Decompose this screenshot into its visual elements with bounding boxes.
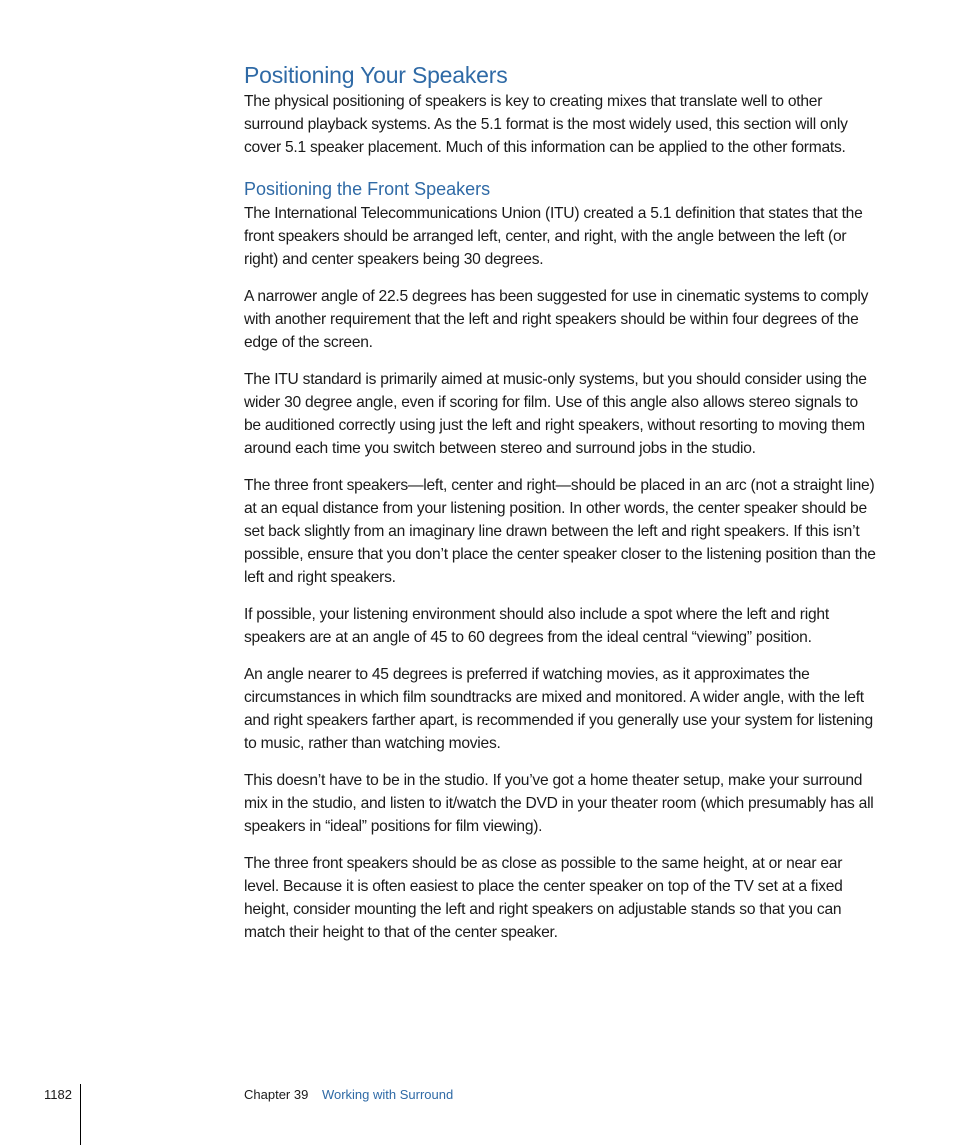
footer-divider <box>80 1084 81 1145</box>
page-number: 1182 <box>44 1087 72 1102</box>
body-paragraph-6: An angle nearer to 45 degrees is preferred if watching movies, as it approximates the circumstances in which film soundtracks are mixed and monitored. A wider angle, with the left and right speakers farther apart, is recommended if you generally use your system for listening to music, rather than watching movies. <box>244 666 873 752</box>
body-paragraph-2: A narrower angle of 22.5 degrees has been suggested for use in cinematic systems to comply with another requirement that the left and right speakers should be within four degrees of the edge of the screen. <box>244 288 869 351</box>
page-title: Positioning Your Speakers <box>244 62 508 88</box>
body-paragraph-3: The ITU standard is primarily aimed at music-only systems, but you should consider using the wider 30 degree angle, even if scoring for film. Use of this angle also allows stereo signals to be auditioned correctly using just the left and right speakers, without resorting to moving them around each time you switch between stereo and surround jobs in the studio. <box>244 371 867 457</box>
intro-paragraph: The physical positioning of speakers is key to creating mixes that translate well to other surround playback systems. As the 5.1 format is the most widely used, this section will only cover 5.1 speaker placement. Much of this information can be applied to the other formats. <box>244 93 848 156</box>
section-title: Positioning the Front Speakers <box>244 179 491 199</box>
body-paragraph-8: The three front speakers should be as close as possible to the same height, at or near ear level. Because it is often easiest to place the center speaker on top of the TV set at a fixed height, consider mounting the left and right speakers on adjustable stands so that you can match their height to that of the center speaker. <box>244 855 843 941</box>
chapter-name-link[interactable]: Working with Surround <box>321 1087 454 1102</box>
body-paragraph-4: The three front speakers—left, center and right—should be placed in an arc (not a straight line) at an equal distance from your listening position. In other words, the center speaker should be set back slightly from an imaginary line drawn between the left and right speakers. If this isn’t possible, ensure that you don’t place the center speaker closer to the listening position than the left and right speakers. <box>244 477 876 586</box>
body-paragraph-7: This doesn’t have to be in the studio. If you’ve got a home theater setup, make your surround mix in the studio, and listen to it/watch the DVD in your theater room (which presumably has all speakers in “ideal” positions for film viewing). <box>244 772 874 835</box>
page-content <box>244 60 876 958</box>
body-paragraph-1: The International Telecommunications Union (ITU) created a 5.1 definition that states that the front speakers should be arranged left, center, and right, with the angle between the left (or right) and center speakers being 30 degrees. <box>244 205 863 268</box>
chapter-label: Chapter 39 <box>244 1087 309 1102</box>
body-paragraph-5: If possible, your listening environment should also include a spot where the left and right speakers are at an angle of 45 to 60 degrees from the ideal central “viewing” position. <box>244 606 829 646</box>
footer-chapter <box>244 1086 453 1104</box>
